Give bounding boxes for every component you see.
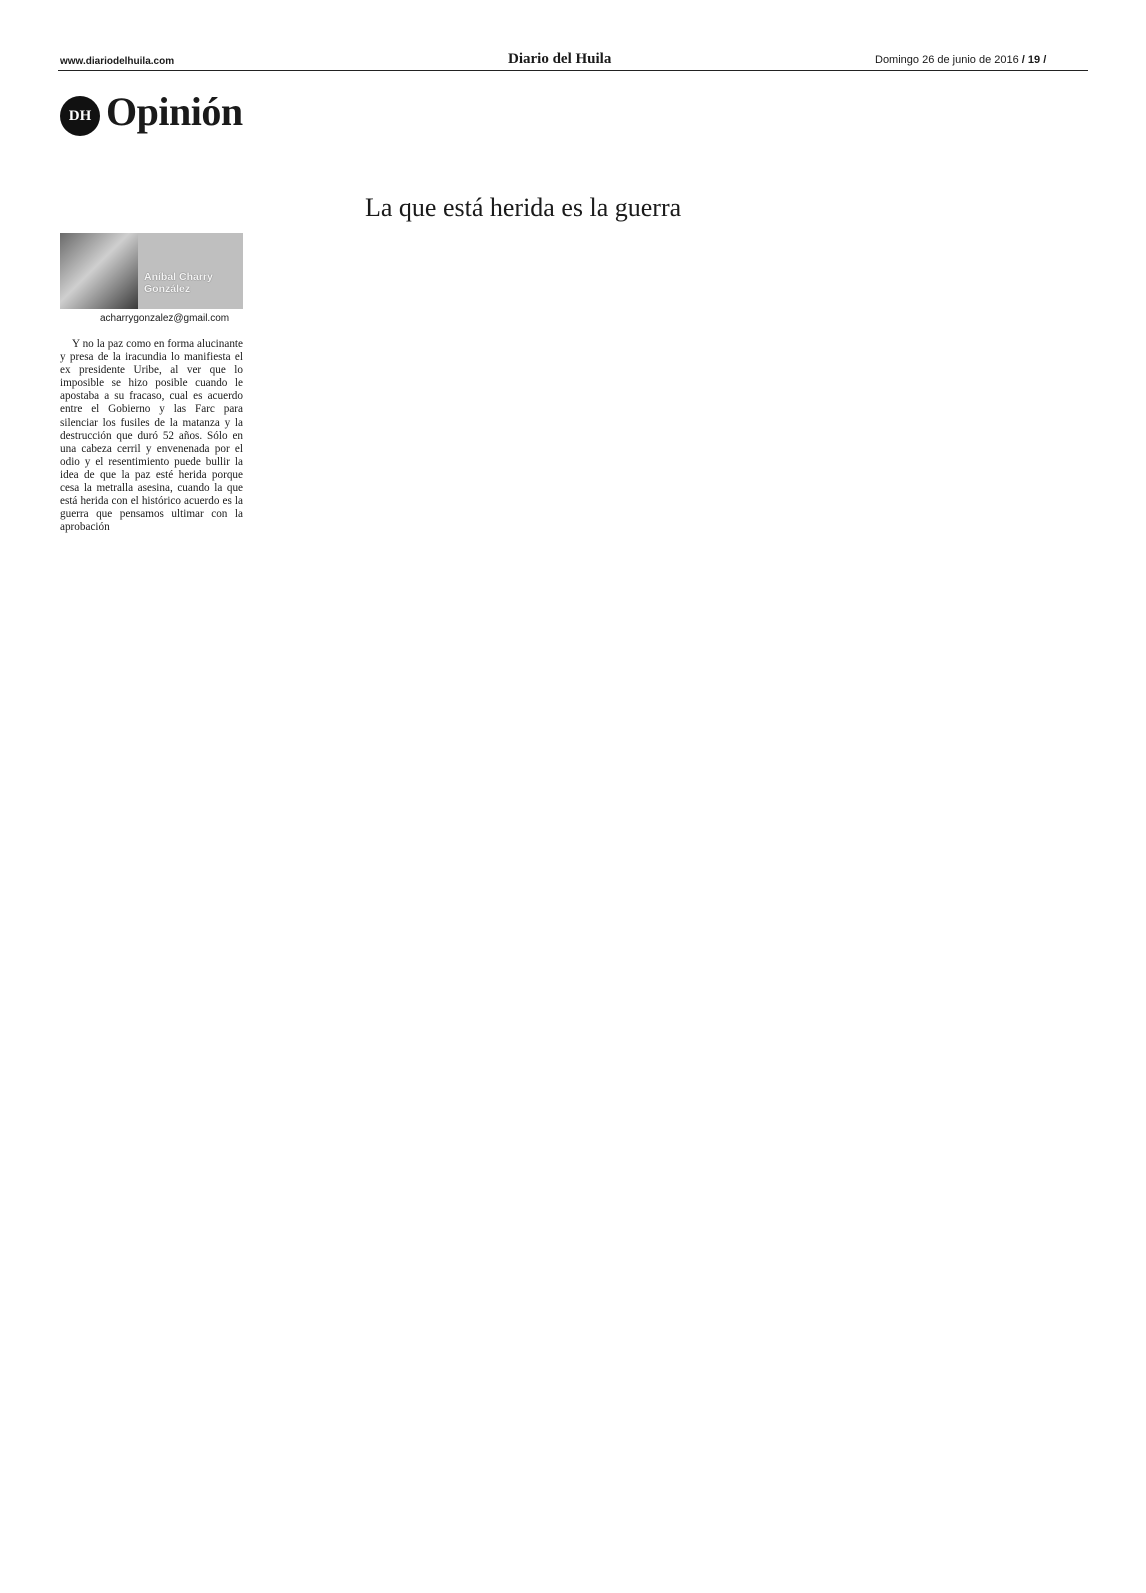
author-box [60, 233, 243, 309]
website-url: www.diariodelhuila.com [60, 56, 175, 67]
dh-logo: DH [60, 96, 100, 136]
section-title: Opinión [106, 89, 243, 134]
newspaper-name: Diario del Huila [508, 51, 612, 67]
date-text: Domingo 26 de junio de 2016 [875, 54, 1019, 66]
header-rule [58, 70, 1088, 71]
author-photo [60, 233, 138, 309]
author-name: Aníbal Charry González [144, 271, 213, 295]
paragraph: Y no la paz como en forma alucinante y presa de la iracundia lo manifiesta el ex presidente Uribe, al ver que lo imposible se hizo posible cuando le apostaba a su fracaso, cual es acuerdo entre el Gobierno y las Farc para silenciar los fusiles de la matanza y la destrucción que duró 52 años. Sólo en una cabeza cerril y envenenada por el odio y el resentimiento puede bullir la idea de que la paz esté herida porque cesa la metralla asesina, cuando la que está herida con el histórico acuerdo es la guerra que pensamos ultimar con la aprobación [60, 338, 243, 534]
author-email: acharrygonzalez@gmail.com [100, 313, 230, 324]
issue-date [875, 54, 1046, 66]
article1-column-1 [60, 338, 243, 534]
article1-title: La que está herida es la guerra [365, 193, 682, 222]
page-number: / 19 / [1021, 54, 1047, 66]
